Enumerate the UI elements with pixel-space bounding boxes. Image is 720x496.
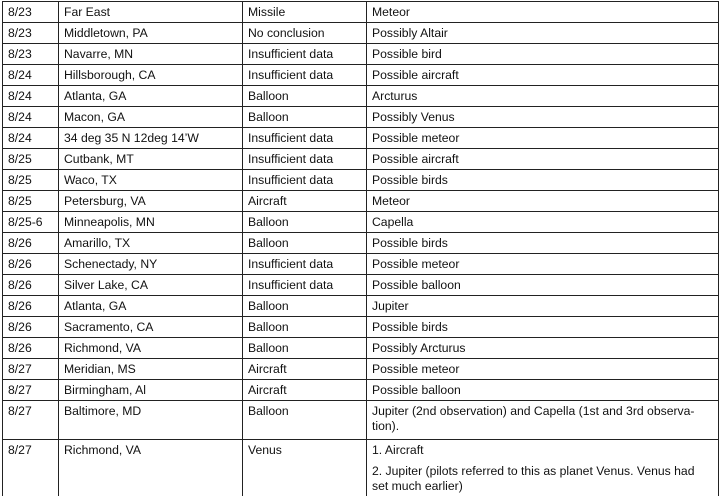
date-cell: 8/23 [3, 2, 59, 23]
evaluation-cell: Balloon [243, 296, 367, 317]
evaluation-cell: Balloon [243, 317, 367, 338]
date-cell: 8/27 [3, 359, 59, 380]
table-row [3, 107, 719, 128]
alternative-cell: Possible aircraft [367, 65, 719, 86]
table-row [3, 440, 719, 496]
evaluation-cell: Balloon [243, 212, 367, 233]
alternative-cell: Arcturus [367, 86, 719, 107]
table-row [3, 359, 719, 380]
location-cell: Sacramento, CA [59, 317, 243, 338]
date-cell: 8/27 [3, 380, 59, 401]
table-row [3, 401, 719, 440]
evaluation-cell: No conclusion [243, 23, 367, 44]
evaluation-cell: Balloon [243, 86, 367, 107]
table-row [3, 65, 719, 86]
location-cell: Silver Lake, CA [59, 275, 243, 296]
alternative-cell: Possible meteor [367, 359, 719, 380]
alternative-cell: Possibly Venus [367, 107, 719, 128]
location-cell: Middletown, PA [59, 23, 243, 44]
alternative-cell: Meteor [367, 2, 719, 23]
evaluation-cell: Venus [243, 440, 367, 496]
location-cell: Waco, TX [59, 170, 243, 191]
evaluation-cell: Balloon [243, 401, 367, 440]
table-row [3, 233, 719, 254]
table-row [3, 191, 719, 212]
table-row [3, 212, 719, 233]
alternative-cell: Jupiter [367, 296, 719, 317]
alternative-item: 2. Jupiter (pilots referred to this as planet Venus. Venus had set much earlier) [372, 464, 712, 494]
evaluation-cell: Insufficient data [243, 128, 367, 149]
evaluation-cell: Insufficient data [243, 65, 367, 86]
evaluation-cell: Insufficient data [243, 44, 367, 65]
location-cell: Hillsborough, CA [59, 65, 243, 86]
table-row [3, 296, 719, 317]
date-cell: 8/25 [3, 149, 59, 170]
table-row [3, 23, 719, 44]
location-cell: Atlanta, GA [59, 86, 243, 107]
table-row [3, 254, 719, 275]
date-cell: 8/24 [3, 65, 59, 86]
alternative-cell: Possible bird [367, 44, 719, 65]
location-cell: Minneapolis, MN [59, 212, 243, 233]
location-cell: Macon, GA [59, 107, 243, 128]
alternative-cell: Jupiter (2nd observation) and Capella (1st and 3rd observa-tion). [367, 401, 719, 440]
date-cell: 8/26 [3, 296, 59, 317]
table-row [3, 44, 719, 65]
table-row [3, 128, 719, 149]
date-cell: 8/26 [3, 254, 59, 275]
date-cell: 8/27 [3, 440, 59, 496]
table-row [3, 380, 719, 401]
table-row [3, 2, 719, 23]
location-cell: Meridian, MS [59, 359, 243, 380]
location-cell: Navarre, MN [59, 44, 243, 65]
table-row [3, 338, 719, 359]
location-cell: Amarillo, TX [59, 233, 243, 254]
alternative-cell: Meteor [367, 191, 719, 212]
alternative-cell: Possible meteor [367, 128, 719, 149]
date-cell: 8/25 [3, 170, 59, 191]
evaluation-cell: Insufficient data [243, 275, 367, 296]
table-row [3, 86, 719, 107]
evaluation-cell: Insufficient data [243, 254, 367, 275]
location-cell: Birmingham, Al [59, 380, 243, 401]
evaluation-cell: Balloon [243, 107, 367, 128]
table-row [3, 149, 719, 170]
alternative-cell: Possible balloon [367, 275, 719, 296]
table-row [3, 170, 719, 191]
location-cell: Baltimore, MD [59, 401, 243, 440]
location-cell: Atlanta, GA [59, 296, 243, 317]
date-cell: 8/24 [3, 107, 59, 128]
date-cell: 8/23 [3, 23, 59, 44]
date-cell: 8/24 [3, 86, 59, 107]
alternative-cell: Possibly Arcturus [367, 338, 719, 359]
alternative-cell: Possible balloon [367, 380, 719, 401]
date-cell: 8/26 [3, 275, 59, 296]
alternative-cell: Possibly Altair [367, 23, 719, 44]
location-cell: Far East [59, 2, 243, 23]
date-cell: 8/23 [3, 44, 59, 65]
sightings-table [2, 1, 719, 496]
evaluation-cell: Insufficient data [243, 149, 367, 170]
evaluation-cell: Balloon [243, 338, 367, 359]
location-cell: Schenectady, NY [59, 254, 243, 275]
alternative-cell [367, 440, 719, 496]
alternative-item: 1. Aircraft [372, 443, 712, 458]
location-cell: Petersburg, VA [59, 191, 243, 212]
evaluation-cell: Balloon [243, 233, 367, 254]
location-cell: Richmond, VA [59, 338, 243, 359]
evaluation-cell: Aircraft [243, 380, 367, 401]
alternative-cell: Possible meteor [367, 254, 719, 275]
date-cell: 8/25-6 [3, 212, 59, 233]
date-cell: 8/25 [3, 191, 59, 212]
location-cell: Cutbank, MT [59, 149, 243, 170]
alternative-cell: Capella [367, 212, 719, 233]
table-row [3, 275, 719, 296]
alternative-cell: Possible birds [367, 170, 719, 191]
evaluation-cell: Insufficient data [243, 170, 367, 191]
date-cell: 8/26 [3, 317, 59, 338]
table-row [3, 317, 719, 338]
date-cell: 8/24 [3, 128, 59, 149]
alternative-cell: Possible aircraft [367, 149, 719, 170]
evaluation-cell: Aircraft [243, 191, 367, 212]
location-cell: 34 deg 35 N 12deg 14’W [59, 128, 243, 149]
alternative-cell: Possible birds [367, 233, 719, 254]
date-cell: 8/26 [3, 338, 59, 359]
date-cell: 8/26 [3, 233, 59, 254]
date-cell: 8/27 [3, 401, 59, 440]
alternative-cell: Possible birds [367, 317, 719, 338]
location-cell: Richmond, VA [59, 440, 243, 496]
evaluation-cell: Aircraft [243, 359, 367, 380]
evaluation-cell: Missile [243, 2, 367, 23]
